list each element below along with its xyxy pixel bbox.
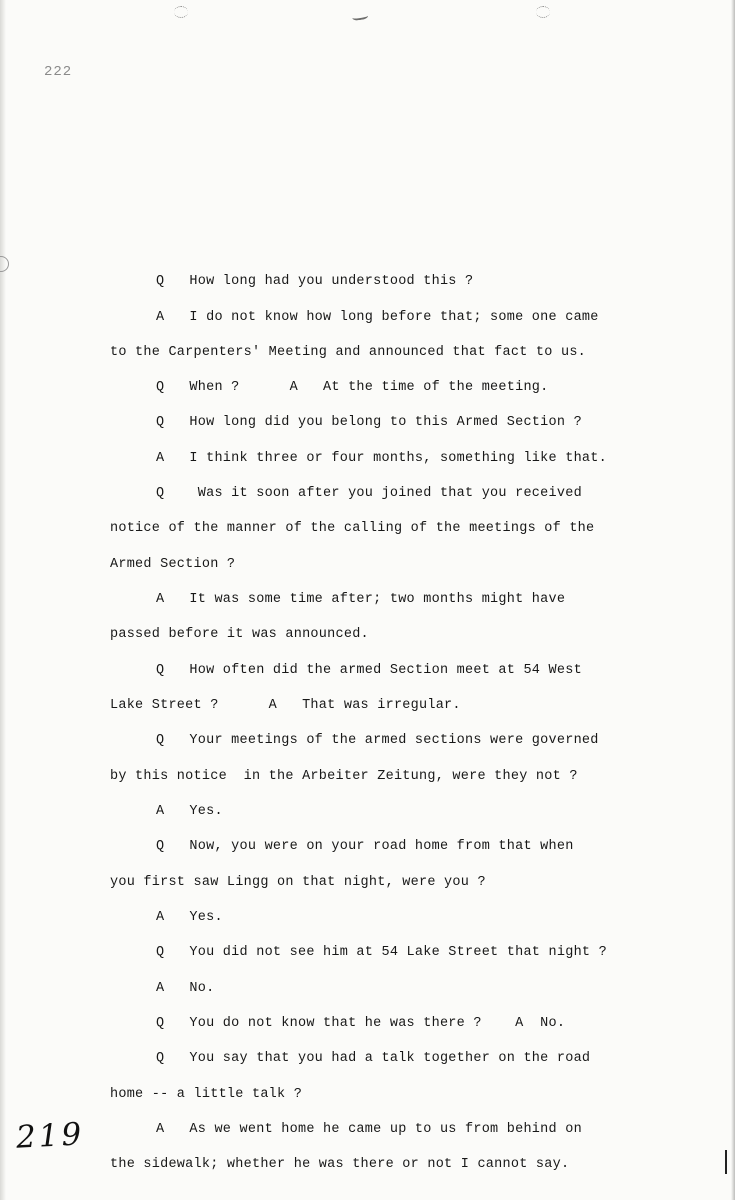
transcript-line: Q You do not know that he was there ? A No. xyxy=(156,1016,566,1031)
transcript-line: Q How long did you belong to this Armed Section ? xyxy=(156,415,582,430)
transcript-line: by this notice in the Arbeiter Zeitung, were they not ? xyxy=(110,769,578,784)
transcript-line: A I think three or four months, something like that. xyxy=(156,451,607,466)
transcript-line: to the Carpenters' Meeting and announced that fact to us. xyxy=(110,345,587,360)
staple-mark xyxy=(352,11,369,21)
transcript-line: Q When ? A At the time of the meeting. xyxy=(156,380,549,395)
transcript-line: A No. xyxy=(156,981,215,996)
transcript-line: A As we went home he came up to us from behind on xyxy=(156,1122,582,1137)
binding-hole-mark xyxy=(0,256,9,272)
transcript-line: Q How often did the armed Section meet at 54 West xyxy=(156,663,582,678)
transcript-line: Q Was it soon after you joined that you received xyxy=(156,486,582,501)
transcript-line: Lake Street ? A That was irregular. xyxy=(110,698,461,713)
transcript-line: the sidewalk; whether he was there or not I cannot say. xyxy=(110,1157,570,1172)
transcript-line: notice of the manner of the calling of the meetings of the xyxy=(110,521,595,536)
page-left-edge xyxy=(0,0,6,1200)
page-right-edge xyxy=(731,0,735,1200)
transcript-line: home -- a little talk ? xyxy=(110,1087,303,1102)
transcript-line: passed before it was announced. xyxy=(110,627,369,642)
transcript-line: A Yes. xyxy=(156,804,223,819)
punch-hole-mark xyxy=(174,6,188,18)
punch-hole-mark xyxy=(536,6,550,18)
transcript-line: Q Your meetings of the armed sections were governed xyxy=(156,733,599,748)
transcript-line: Q How long had you understood this ? xyxy=(156,274,474,289)
handwritten-page-number: 219 xyxy=(15,1116,86,1156)
transcript-line: A Yes. xyxy=(156,910,223,925)
page-number: 222 xyxy=(44,64,73,80)
transcript-line: A I do not know how long before that; some one came xyxy=(156,310,599,325)
margin-tick-mark xyxy=(725,1150,727,1174)
transcript-line: Armed Section ? xyxy=(110,557,236,572)
transcript-line: Q Now, you were on your road home from that when xyxy=(156,839,574,854)
transcript-line: you first saw Lingg on that night, were you ? xyxy=(110,875,486,890)
transcript-line: Q You say that you had a talk together on the road xyxy=(156,1051,591,1066)
transcript-line: A It was some time after; two months might have xyxy=(156,592,566,607)
transcript-line: Q You did not see him at 54 Lake Street that night ? xyxy=(156,945,607,960)
